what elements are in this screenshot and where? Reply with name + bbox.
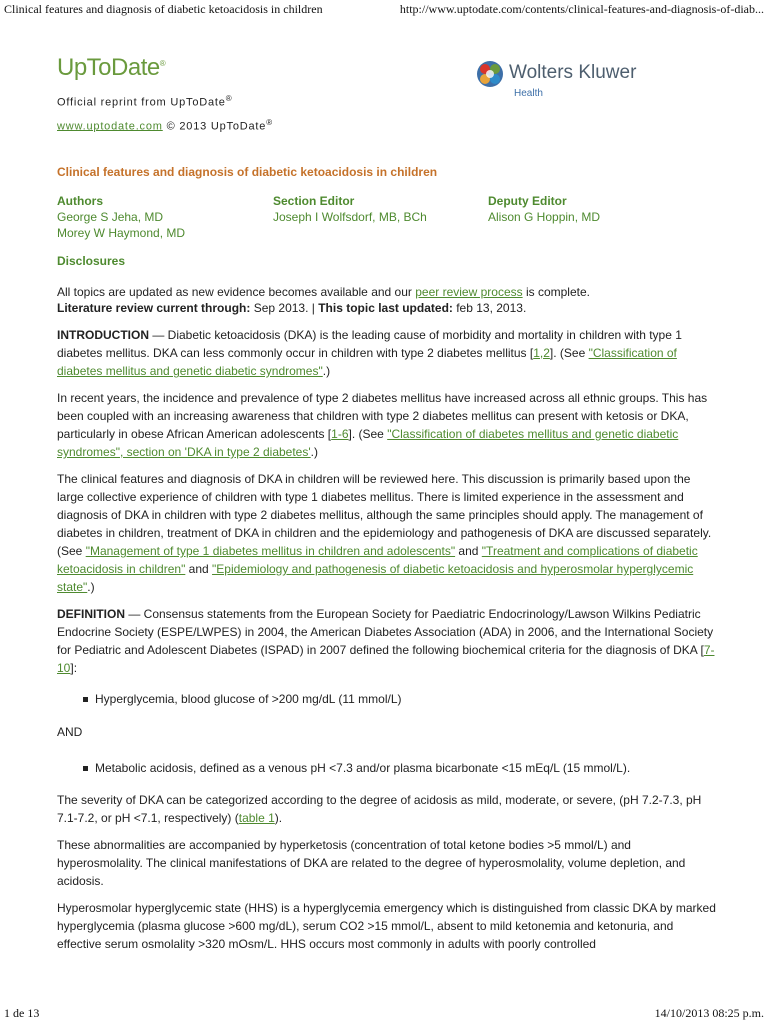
- topic-link[interactable]: "Epidemiology and pathogenesis of diabetic ketoacidosis and hyperosmolar hyperglycemic state": [57, 562, 694, 594]
- deputy-editor-name[interactable]: Alison G Hoppin, MD: [488, 210, 601, 224]
- authors-block: [57, 193, 185, 241]
- table-link[interactable]: table 1: [238, 811, 275, 825]
- reprint-line: [57, 89, 273, 113]
- text: ]:: [70, 661, 78, 675]
- article-body: [57, 283, 717, 962]
- print-header: [0, 0, 768, 18]
- text: The clinical features and diagnosis of DKA in children will be reviewed here. This discussion is primarily based upon the large collective experience of children with type 1 diabetes mellitus. There is limited experience in the assessment and diagnosis of DKA in children with type 2 diabetes mellitus, although the same principles should apply. The management of diabetes in children, treatment of DKA in children and the epidemiology and pathogenesis of DKA are discussed separately. (See: [57, 472, 712, 558]
- topic-link[interactable]: "Classification of diabetes mellitus and genetic diabetic syndromes", section on 'DKA in type 2 diabetes': [57, 427, 679, 459]
- text: — Consensus statements from the European Society for Paediatric Endocrinology/Lawson Wilkins Pediatric Endocrine Society (ESPE/LWPES) in 2004, the American Diabetes Association (ADA) in 2006, and the International Society for Pediatric and Adolescent Diabetes (ISPAD) in 2007 defined the following biochemical criteria for the diagnosis of DKA [: [57, 607, 714, 657]
- reference-link[interactable]: 7-10: [57, 643, 715, 675]
- logo-reg-mark: ®: [159, 59, 166, 68]
- last-updated-label: This topic last updated:: [318, 301, 453, 315]
- definition-paragraph-3: These abnormalities are accompanied by hyperketosis (concentration of total ketone bodies >5 mmol/L) and hyperosmolality. The clinical manifestations of DKA are related to the degree of hyperosmolality, volume depletion, and acidosis.: [57, 838, 686, 888]
- text: In recent years, the incidence and prevalence of type 2 diabetes mellitus have increased across all ethnic groups. This has been coupled with an increasing awareness that children with type 2 diabetes mellitus can present with ketosis or DKA, particularly in obese African American adolescents [: [57, 391, 708, 441]
- text: .): [310, 445, 318, 459]
- disclosures-link[interactable]: Disclosures: [57, 254, 126, 268]
- lit-review-value: Sep 2013. |: [250, 301, 319, 315]
- literature-review-line: [57, 299, 717, 317]
- definition-paragraph-1: [57, 605, 717, 677]
- criteria-list-2: [57, 755, 717, 782]
- uptodate-logo: [57, 54, 165, 82]
- globe-icon: [476, 60, 504, 88]
- peer-review-link[interactable]: peer review process: [415, 285, 523, 299]
- text: — Diabetic ketoacidosis (DKA) is the leading cause of morbidity and mortality in children with type 1 diabetes mellitus. DKA can less commonly occur in children with type 2 diabetes mellitus [: [57, 328, 682, 360]
- topic-link[interactable]: "Treatment and complications of diabetic ketoacidosis in children": [57, 544, 698, 576]
- list-item: Hyperglycemia, blood glucose of >200 mg/dL (11 mmol/L): [95, 686, 717, 713]
- definition-paragraph-4: Hyperosmolar hyperglycemic state (HHS) is a hyperglycemia emergency which is distinguished from classic DKA by marked hyperglycemia (plasma glucose >600 mg/dL), serum CO2 >15 mmol/L, absent to mild ketonemia and ketonuria, and effective serum osmolality >320 mOsm/L. HHS occurs most commonly in adults with poorly controlled: [57, 901, 716, 951]
- and-separator: AND: [57, 725, 83, 739]
- definition-paragraph-2: [57, 791, 717, 827]
- text: ]. (See: [348, 427, 388, 441]
- print-header-title: Clinical features and diagnosis of diabetic ketoacidosis in children: [4, 2, 323, 16]
- text: and: [455, 544, 482, 558]
- section-editor-heading: Section Editor: [273, 194, 355, 208]
- reg-mark-2: ®: [266, 117, 273, 127]
- print-header-url: http://www.uptodate.com/contents/clinical-features-and-diagnosis-of-diab...: [399, 2, 764, 16]
- lit-review-label: Literature review current through:: [57, 301, 251, 315]
- list-item: Metabolic acidosis, defined as a venous pH <7.3 and/or plasma bicarbonate <15 mEq/L (15 mmol/L).: [95, 755, 717, 782]
- intro-paragraph-3: [57, 470, 717, 596]
- topic-link[interactable]: "Classification of diabetes mellitus and genetic diabetic syndromes": [57, 346, 677, 378]
- page-number: 1 de 13: [4, 1006, 40, 1020]
- copyright-text: © 2013 UpToDate: [162, 120, 267, 133]
- intro-paragraph-2: [57, 389, 717, 461]
- copyright-line: [57, 113, 273, 137]
- print-datetime: 14/10/2013 08:25 p.m.: [654, 1006, 764, 1020]
- deputy-editor-block: [488, 193, 600, 225]
- section-editor-name[interactable]: Joseph I Wolfsdorf, MB, BCh: [273, 210, 427, 224]
- update-text-end: is complete.: [522, 285, 590, 299]
- text: .): [322, 364, 331, 378]
- topic-link[interactable]: "Management of type 1 diabetes mellitus in children and adolescents": [85, 544, 456, 558]
- text: .): [87, 580, 95, 594]
- text: ).: [274, 811, 283, 825]
- reg-mark: ®: [225, 94, 233, 103]
- text: and: [185, 562, 213, 576]
- update-text: All topics are updated as new evidence becomes available and our: [57, 285, 416, 299]
- uptodate-link[interactable]: www.uptodate.com: [57, 120, 163, 133]
- reprint-text: Official reprint from UpToDate: [57, 96, 226, 109]
- definition-heading: DEFINITION: [57, 607, 125, 621]
- introduction-heading: INTRODUCTION: [57, 328, 149, 342]
- logo-text: UpToDate: [57, 54, 160, 81]
- criteria-list: [57, 686, 717, 713]
- text: The severity of DKA can be categorized according to the degree of acidosis as mild, moderate, or severe, (pH 7.2-7.3, pH 7.1-7.2, or pH <7.1, respectively) (: [57, 793, 702, 825]
- last-updated-value: feb 13, 2013.: [452, 301, 527, 315]
- author-name[interactable]: Morey W Haymond, MD: [57, 226, 186, 240]
- intro-paragraph-1: [57, 326, 717, 380]
- topic-title: Clinical features and diagnosis of diabetic ketoacidosis in children: [57, 165, 438, 179]
- print-footer: [0, 1006, 768, 1024]
- reference-link[interactable]: 1-6: [331, 427, 349, 441]
- deputy-editor-heading: Deputy Editor: [488, 194, 567, 208]
- text: ]. (See: [549, 346, 589, 360]
- authors-heading: Authors: [57, 194, 103, 208]
- reference-link[interactable]: 1,2: [533, 346, 550, 360]
- author-name[interactable]: George S Jeha, MD: [57, 210, 164, 224]
- publisher-sub: Health: [514, 88, 543, 99]
- reprint-notice: [57, 89, 273, 136]
- publisher-name: Wolters Kluwer: [509, 62, 637, 83]
- section-editor-block: [273, 193, 427, 225]
